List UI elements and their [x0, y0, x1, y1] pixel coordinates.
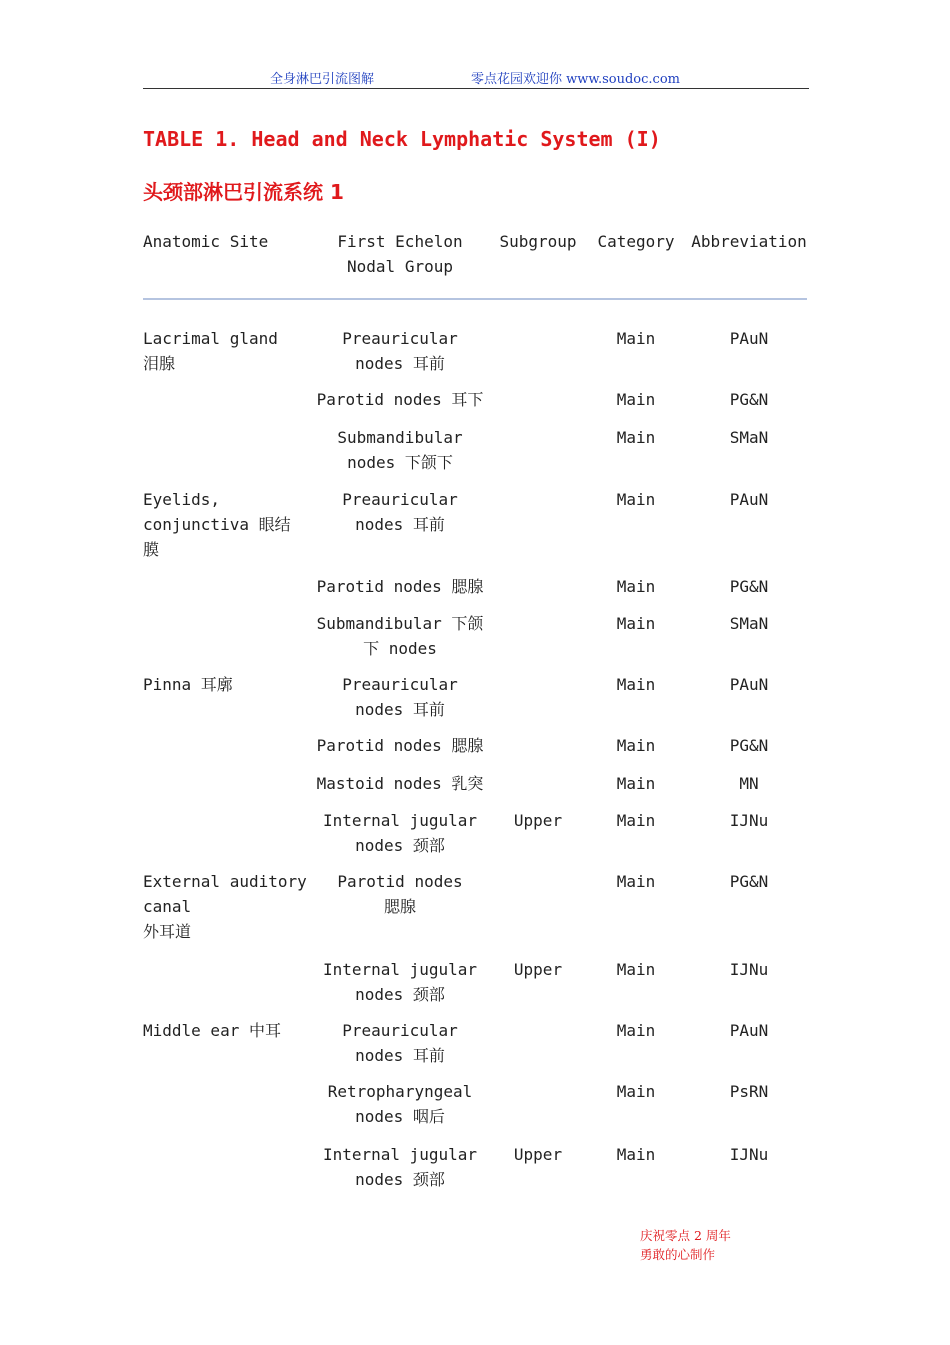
cell-anatomic-site: Middle ear 中耳 — [143, 1021, 281, 1040]
cell-abbreviation: PAuN — [729, 1021, 769, 1040]
cell-anatomic-site: Pinna 耳廓 — [143, 675, 233, 694]
column-header-subgroup: Subgroup — [499, 232, 577, 251]
cell-abbreviation: SMaN — [729, 428, 769, 447]
cell-nodal-group: Mastoid nodes 乳突 — [316, 774, 484, 793]
cell-abbreviation: PG&N — [729, 872, 769, 891]
cell-category: Main — [616, 1021, 656, 1040]
table-header-divider — [143, 298, 807, 300]
cell-abbreviation: PAuN — [729, 490, 769, 509]
cell-subgroup: Upper — [513, 1145, 563, 1164]
cell-nodal-group: Preauricular nodes 耳前 — [342, 1021, 458, 1065]
column-header-node: First Echelon Nodal Group — [337, 232, 463, 276]
cell-category: Main — [616, 774, 656, 793]
cell-anatomic-site: Eyelids, conjunctiva 眼结 膜 — [143, 490, 291, 559]
cell-category: Main — [616, 811, 656, 830]
cell-abbreviation: IJNu — [729, 1145, 769, 1164]
cell-abbreviation: PsRN — [729, 1082, 769, 1101]
cell-subgroup: Upper — [513, 960, 563, 979]
header-divider — [143, 88, 809, 89]
cell-abbreviation: SMaN — [729, 614, 769, 633]
cell-abbreviation: IJNu — [729, 960, 769, 979]
cell-category: Main — [616, 960, 656, 979]
cell-category: Main — [616, 614, 656, 633]
cell-category: Main — [616, 428, 656, 447]
cell-category: Main — [616, 390, 656, 409]
header-right-text: 零点花园欢迎你 www.soudoc.com — [471, 72, 680, 87]
cell-nodal-group: Parotid nodes 腮腺 — [316, 577, 484, 596]
page-header — [143, 66, 809, 88]
cell-category: Main — [616, 736, 656, 755]
cell-abbreviation: PG&N — [729, 736, 769, 755]
cell-anatomic-site: External auditory canal 外耳道 — [143, 872, 307, 941]
cell-nodal-group: Preauricular nodes 耳前 — [342, 329, 458, 373]
cell-abbreviation: MN — [739, 774, 759, 793]
cell-nodal-group: Internal jugular nodes 颈部 — [322, 1145, 478, 1189]
table-title-chinese: 头颈部淋巴引流系统 1 — [143, 180, 344, 204]
cell-category: Main — [616, 577, 656, 596]
cell-nodal-group: Preauricular nodes 耳前 — [342, 490, 458, 534]
cell-category: Main — [616, 1082, 656, 1101]
cell-abbreviation: PAuN — [729, 675, 769, 694]
cell-category: Main — [616, 329, 656, 348]
cell-category: Main — [616, 675, 656, 694]
cell-category: Main — [616, 490, 656, 509]
cell-abbreviation: PAuN — [729, 329, 769, 348]
cell-nodal-group: Parotid nodes 腮腺 — [337, 872, 463, 916]
cell-nodal-group: Submandibular nodes 下颌下 — [337, 428, 463, 472]
cell-nodal-group: Internal jugular nodes 颈部 — [322, 811, 478, 855]
cell-subgroup: Upper — [513, 811, 563, 830]
column-header-site: Anatomic Site — [143, 232, 269, 251]
table-title-english: TABLE 1. Head and Neck Lymphatic System (I) — [143, 127, 661, 151]
cell-nodal-group: Internal jugular nodes 颈部 — [322, 960, 478, 1004]
cell-nodal-group: Parotid nodes 耳下 — [316, 390, 484, 409]
cell-nodal-group: Retropharyngeal nodes 咽后 — [327, 1082, 473, 1126]
cell-category: Main — [616, 872, 656, 891]
header-left-text: 全身淋巴引流图解 — [270, 72, 375, 87]
cell-category: Main — [616, 1145, 656, 1164]
page-footer: 庆祝零点 2 周年 勇敢的心制作 — [640, 1228, 731, 1262]
cell-nodal-group: Submandibular 下颌 下 nodes — [316, 614, 484, 658]
cell-nodal-group: Parotid nodes 腮腺 — [316, 736, 484, 755]
column-header-category: Category — [597, 232, 675, 251]
cell-abbreviation: PG&N — [729, 577, 769, 596]
cell-anatomic-site: Lacrimal gland 泪腺 — [143, 329, 278, 373]
cell-abbreviation: PG&N — [729, 390, 769, 409]
cell-abbreviation: IJNu — [729, 811, 769, 830]
column-header-abbreviation: Abbreviation — [691, 232, 807, 251]
cell-nodal-group: Preauricular nodes 耳前 — [342, 675, 458, 719]
